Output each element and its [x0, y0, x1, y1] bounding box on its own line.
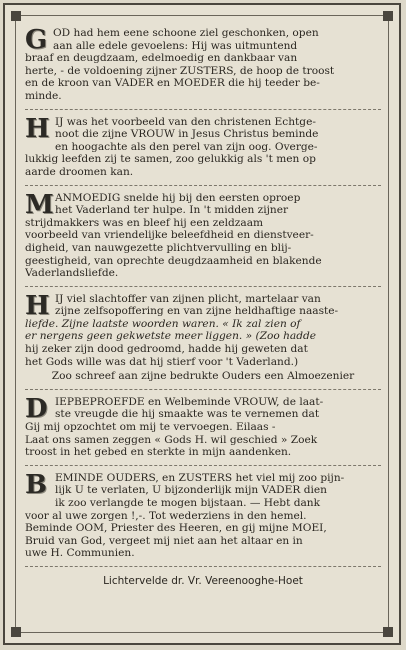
- text-line: ste vreugde die hij smaakte was te vernemen dat: [55, 408, 320, 421]
- text-line: IJ was het voorbeeld van den christenen Echtge-: [55, 115, 316, 128]
- text-line: hij zeker zijn dood gedroomd, hadde hij geweten dat: [25, 343, 308, 356]
- corner-ornament: [11, 11, 21, 21]
- drop-cap: D: [25, 393, 48, 424]
- paragraph-5: [25, 393, 381, 459]
- text-line: OD had hem eene schoone ziel geschonken, open: [53, 27, 319, 39]
- text-line: aarde droomen kan.: [25, 165, 134, 178]
- text-line: voor al uwe zorgen !,-. Tot wederziens in den hemel.: [25, 509, 307, 522]
- paragraph-6: [25, 469, 381, 560]
- text-line: zijne zelfsopoffering en van zijne heldhaftige naaste-: [55, 305, 339, 318]
- paragraph-4: [25, 290, 381, 383]
- text-line: en hoogachte als den perel van zijn oog. Overge-: [55, 140, 318, 153]
- drop-cap: B: [25, 469, 47, 500]
- text-line: IJ viel slachtoffer van zijnen plicht, martelaar van: [55, 292, 321, 305]
- card-content: [25, 27, 381, 587]
- text-line: er nergens geen gekwetste meer liggen. » (Zoo hadde: [25, 330, 317, 343]
- text-line: ANMOEDIG snelde hij bij den eersten oproep: [55, 191, 301, 204]
- text-line: IEPBEPROEFDE en Welbeminde VROUW, de laat-: [55, 395, 324, 408]
- printer-credit: Lichtervelde dr. Vr. Vereenooghe-Hoet: [103, 574, 303, 587]
- text-line: Laat ons samen zeggen « Gods H. wil geschied » Zoek: [25, 433, 318, 446]
- text-line: lukkig leefden zij te samen, zoo gelukkig als 't men op: [25, 153, 316, 166]
- memorial-card: [3, 3, 401, 645]
- text-line: geestigheid, van oprechte deugdzaamheid en blakende: [25, 254, 322, 267]
- text-line: noot die zijne VROUW in Jesus Christus beminde: [55, 128, 319, 141]
- text-line: en de kroon van VADER en MOEDER die hij teeder be-: [25, 77, 320, 90]
- divider: [25, 286, 381, 287]
- text-line: Beminde OOM, Priester des Heeren, en gij mijne MOEI,: [25, 522, 327, 535]
- text-line: EMINDE OUDERS, en ZUSTERS het viel mij zoo pijn-: [55, 471, 345, 484]
- text-line: ik zoo verlangde te mogen bijstaan. — Hebt dank: [55, 497, 321, 509]
- text-line: braaf en deugdzaam, edelmoedig en dankbaar van: [25, 52, 298, 65]
- divider: [25, 109, 381, 110]
- text-line: het Vaderland ter hulpe. In 't midden zijner: [55, 204, 289, 217]
- text-line: liefde. Zijne laatste woorden waren. « Ik zal zien of: [25, 317, 301, 330]
- drop-cap: H: [25, 290, 50, 321]
- text-line: uwe H. Communien.: [25, 547, 135, 560]
- drop-cap: H: [25, 113, 50, 144]
- paragraph-2: [25, 113, 381, 179]
- divider: [25, 389, 381, 390]
- text-line: herte, - de voldoening zijner ZUSTERS, de hoop de troost: [25, 64, 335, 77]
- chaplain-note: Zoo schreef aan zijne bedrukte Ouders een Almoezenier: [51, 370, 355, 383]
- text-line: Bruid van God, vergeet mij niet aan het altaar en in: [25, 534, 303, 547]
- text-line: strijdmakkers was en bleef hij een zeldzaam: [25, 216, 264, 229]
- corner-ornament: [11, 627, 21, 637]
- divider: [25, 465, 381, 466]
- text-line: aan alle edele gevoelens: Hij was uitmuntend: [53, 39, 298, 52]
- text-line: digheid, van nauwgezette plichtvervulling en blij-: [25, 241, 292, 254]
- divider: [25, 185, 381, 186]
- text-line: Vaderlandsliefde.: [25, 267, 119, 280]
- paragraph-1: [25, 27, 381, 103]
- text-line: het Gods wille was dat hij stierf voor 't Vaderland.): [25, 355, 299, 368]
- corner-ornament: [383, 11, 393, 21]
- text-line: minde.: [25, 89, 62, 102]
- corner-ornament: [383, 627, 393, 637]
- text-line: lijk U te verlaten, U bijzonderlijk mijn VADER dien: [55, 484, 327, 497]
- text-line: voorbeeld van vriendelijke beleefdheid en dienstveer-: [25, 229, 314, 242]
- divider: [25, 566, 381, 567]
- drop-cap: G: [25, 25, 48, 55]
- paragraph-3: [25, 189, 381, 280]
- text-line: Gij mij opzochtet om mij te vervoegen. Eilaas -: [25, 421, 276, 434]
- drop-cap: M: [25, 189, 54, 220]
- text-line: troost in het gebed en sterkte in mijn aandenken.: [25, 446, 292, 459]
